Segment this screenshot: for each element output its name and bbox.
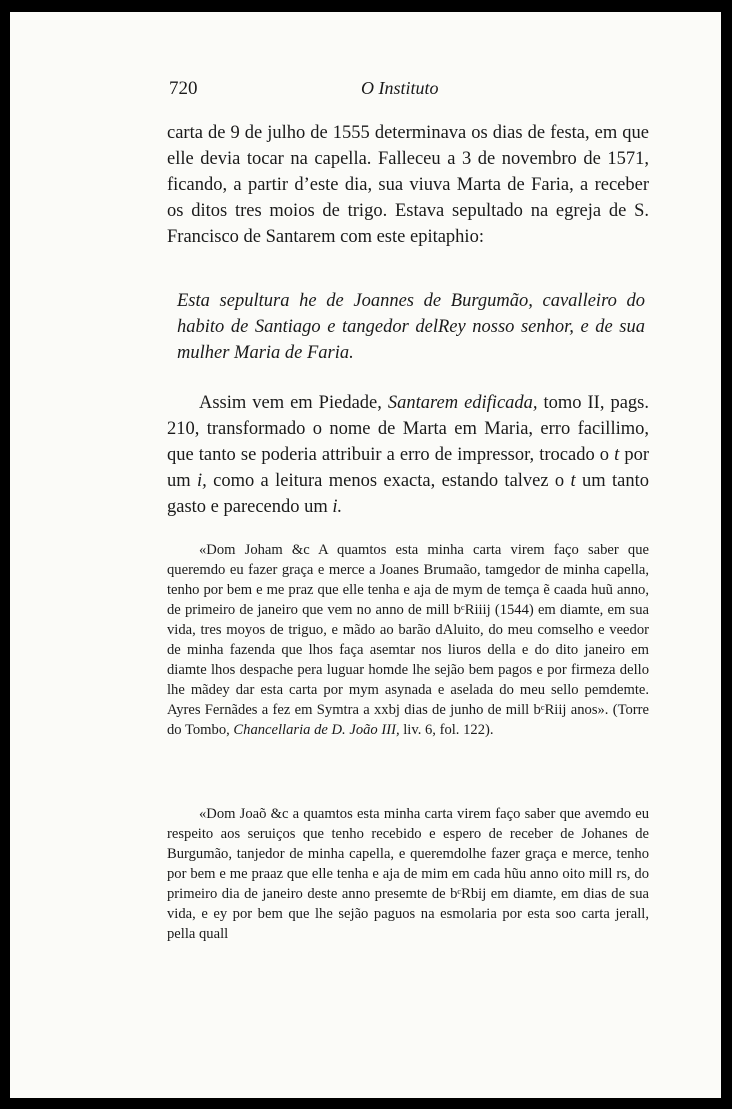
page-number: 720: [169, 78, 198, 99]
letter-t-2: t: [570, 471, 576, 491]
letter-i-1: i,: [197, 471, 207, 491]
book-page: [10, 12, 721, 1098]
intro-paragraph: carta de 9 de julho de 1555 determinava os dias de festa, em que elle devia tocar na capella. Falleceu a 3 de novembro de 1571, ficando, a partir d’este dia, sua viuva Marta de Faria, a receber os ditos tres moios de trigo. Estava sepultado na egreja de S. Francisco de Santarem com este epitaphio:: [167, 123, 649, 247]
running-header: [169, 76, 649, 102]
document-2-text: «Dom Joaõ &c a quamtos esta minha carta virem faço saber que avemdo eu respeito aos seruiços que tenho recebido e espero de receber de Johanes de Burgumão, tanjedor de minha capella, e queremdolhe fazer graça e merce, tenho por bem e me praaz que elle tenha e aja de mim em cada hũu anno oito mill rs, do primeiro dia de janeiro deste anno presemte de bᶜRbij em diamte, em dias de sua vida, e ey por bem que lhe sejão paguos na esmolaria por esta soo carta jerall, pella quall: [167, 806, 649, 942]
assim-paragraph: [167, 390, 649, 520]
document-quote-1: [167, 540, 649, 740]
letter-t-1: t: [614, 445, 620, 465]
document-1-source-title: Chancellaria de D. João III,: [233, 722, 400, 738]
assim-text-g: como a leitura menos exacta, estando talvez o: [206, 471, 571, 491]
book-title-santarem: Santarem edificada,: [387, 393, 538, 413]
assim-text-c: tomo II, pags. 210, transformado o nome de Marta em Maria, erro facillimo, que tanto se poderia attribuir a erro de impressor, trocado o: [167, 393, 649, 465]
assim-text-i: um tanto gasto e parecendo um: [167, 471, 650, 517]
epitaph-paragraph: Esta sepultura he de Joannes de Burgumão, cavalleiro do habito de Santiago e tangedor delRey nosso senhor, e de sua mulher Maria de Faria.: [177, 291, 645, 363]
letter-i-2: i.: [332, 497, 343, 517]
document-1-source-ref: liv. 6, fol. 122).: [399, 722, 494, 738]
document-1-text: «Dom Joham &c A quamtos esta minha carta virem faço saber que queremdo eu fazer graça e merce a Joanes Brumaão, tamgedor de minha capella, tenho por bem e me praz que elle tenha e aja de mym de temça ẽ caada huũ anno, de primeiro de janeiro que vem no anno de mill bᶜRiiij (1544) em diamte, em sua vida, tres moyos de triguo, e mãdo ao barão dAluito, do meu comselho e veedor de minha fazenda que lhos faça asemtar nos liuros della e do dito janeiro em diamte lhos despache pera luguar homde lhe sejão bem pagos e por firmeza dello lhe mãdey dar esta carta por mym asynada e aselada do meu sello pemdemte. Ayres Fernãdes a fez em Symtra a xxbj dias de junho de mill bᶜRiij anos». (Torre do Tombo,: [167, 542, 649, 738]
running-title: O Instituto: [361, 78, 439, 98]
assim-text-a: Assim vem em Piedade,: [199, 393, 388, 413]
assim-text-e: por um: [167, 445, 649, 491]
document-quote-2: [167, 804, 649, 944]
